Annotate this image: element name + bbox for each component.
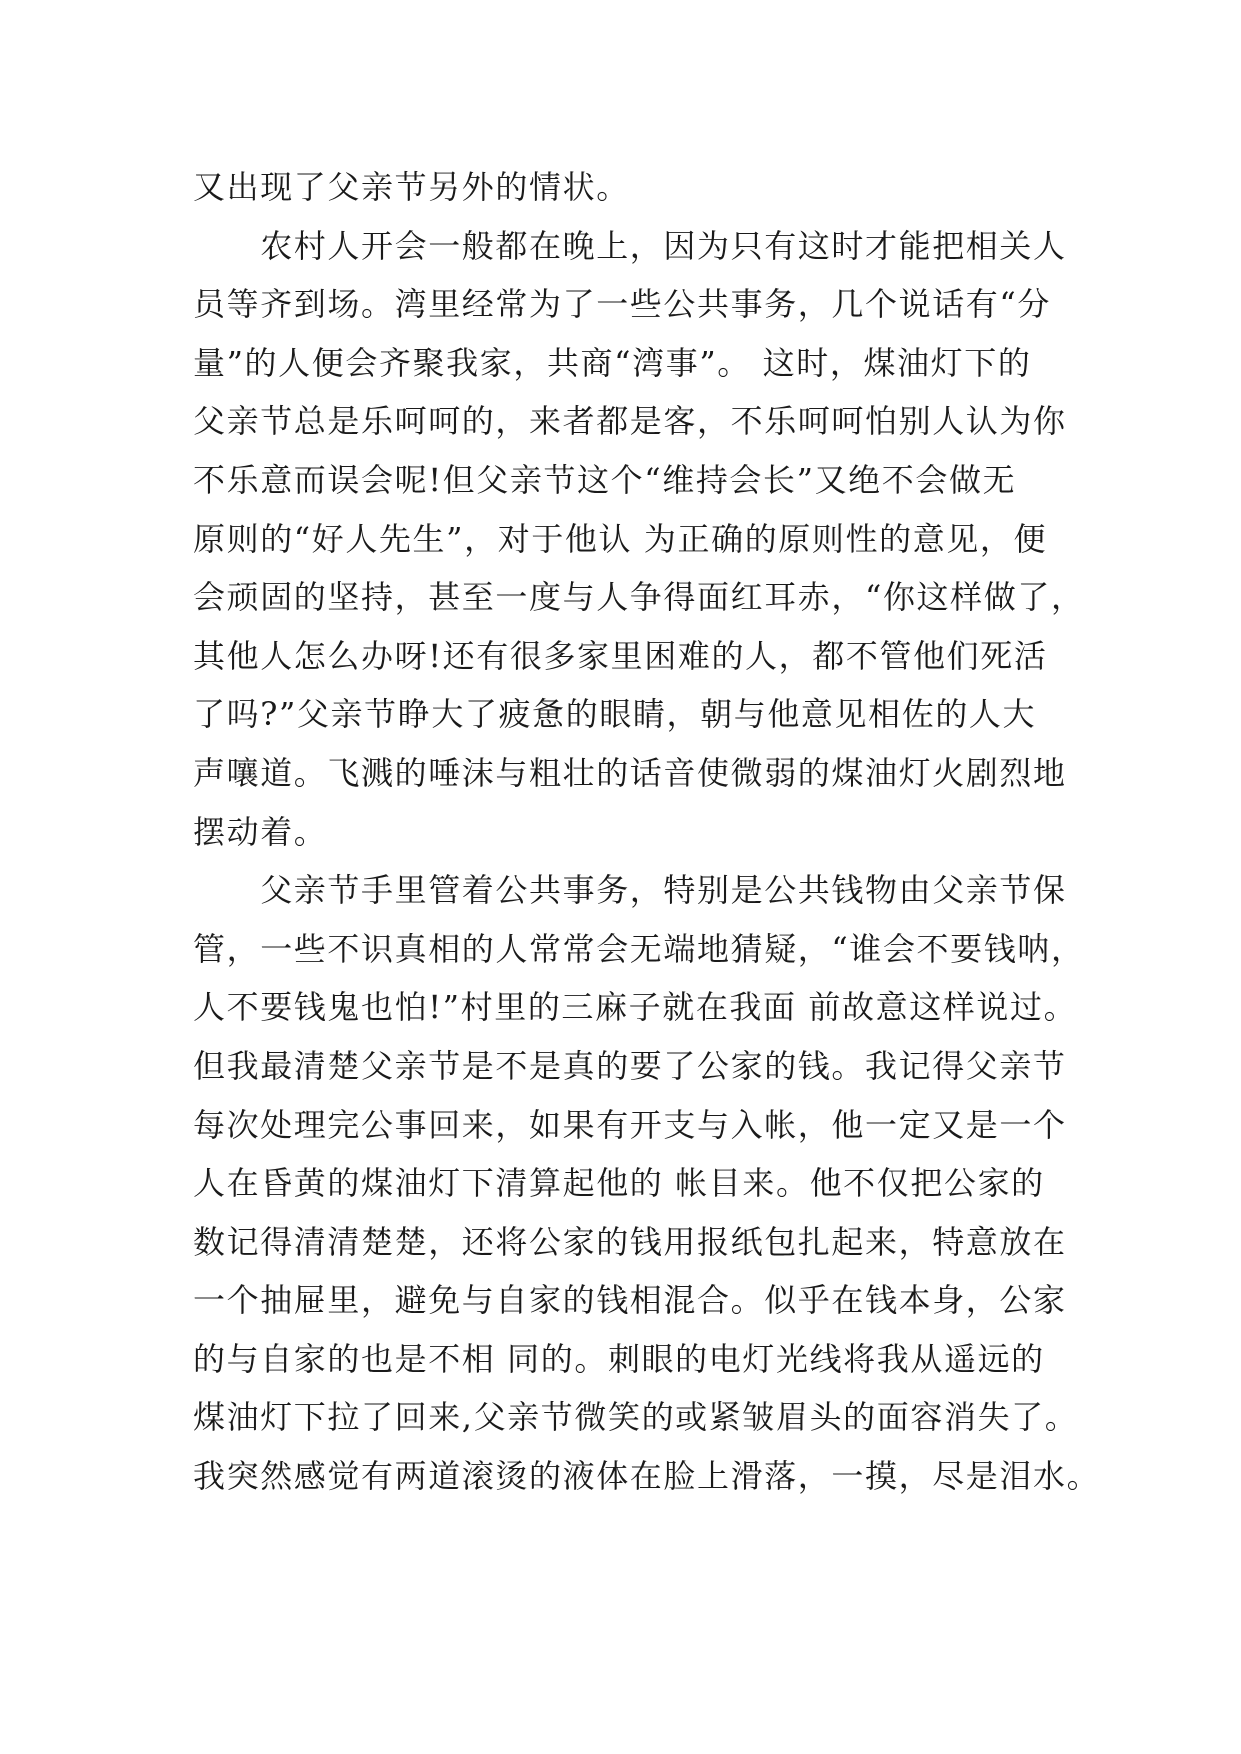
text-line: 管，一些不识真相的人常常会无端地猜疑，“谁会不要钱呐， [193,929,1085,968]
text-line: 的与自家的也是不相 同的。刺眼的电灯光线将我从遥远的 [193,1339,1045,1378]
text-line: 其他人怎么办呀!还有很多家里困难的人，都不管他们死活 [193,636,1048,675]
text-line: 会顽固的坚持，甚至一度与人争得面红耳赤，“你这样做了， [193,578,1085,617]
text-line: 煤油灯下拉了回来,父亲节微笑的或紧皱眉头的面容消失了。 [193,1398,1079,1437]
body-text [193,158,1101,1506]
text-line: 摆动着。 [193,812,328,851]
text-line: 父亲节总是乐呵呵的，来者都是客，不乐呵呵怕别人认为你 [193,402,1067,441]
text-line: 不乐意而误会呢!但父亲节这个“维持会长”又绝不会做无 [193,460,1017,499]
text-line: 员等齐到场。湾里经常为了一些公共事务，几个说话有“分 [193,285,1051,324]
text-line: 量”的人便会齐聚我家，共商“湾事”。 这时，煤油灯下的 [193,343,1032,382]
text-line: 但我最清楚父亲节是不是真的要了公家的钱。我记得父亲节 [193,1046,1067,1085]
text-line: 声嚷道。飞溅的唾沫与粗壮的话音使微弱的煤油灯火剧烈地 [193,753,1067,792]
text-line: 原则的“好人先生”，对于他认 为正确的原则性的意见，便 [193,519,1048,558]
text-line: 了吗?”父亲节睁大了疲惫的眼睛，朝与他意见相佐的人大 [193,695,1037,734]
text-line: 数记得清清楚楚，还将公家的钱用报纸包扎起来，特意放在 [193,1222,1067,1261]
text-line: 每次处理完公事回来，如果有开支与入帐，他一定又是一个 [193,1105,1067,1144]
paragraph-start-line: 农村人开会一般都在晚上，因为只有这时才能把相关人 [193,226,1067,265]
text-line: 一个抽屉里，避免与自家的钱相混合。似乎在钱本身，公家 [193,1281,1067,1320]
text-line: 我突然感觉有两道滚烫的液体在脸上滑落，一摸，尽是泪水。 [193,1457,1101,1496]
text-line: 又出现了父亲节另外的情状。 [193,168,630,206]
text-line: 人不要钱鬼也怕!”村里的三麻子就在我面 前故意这样说过。 [193,988,1078,1027]
paragraph-start-line: 父亲节手里管着公共事务，特别是公共钱物由父亲节保 [193,871,1067,910]
text-line: 人在昏黄的煤油灯下清算起他的 帐目来。他不仅把公家的 [193,1164,1045,1203]
